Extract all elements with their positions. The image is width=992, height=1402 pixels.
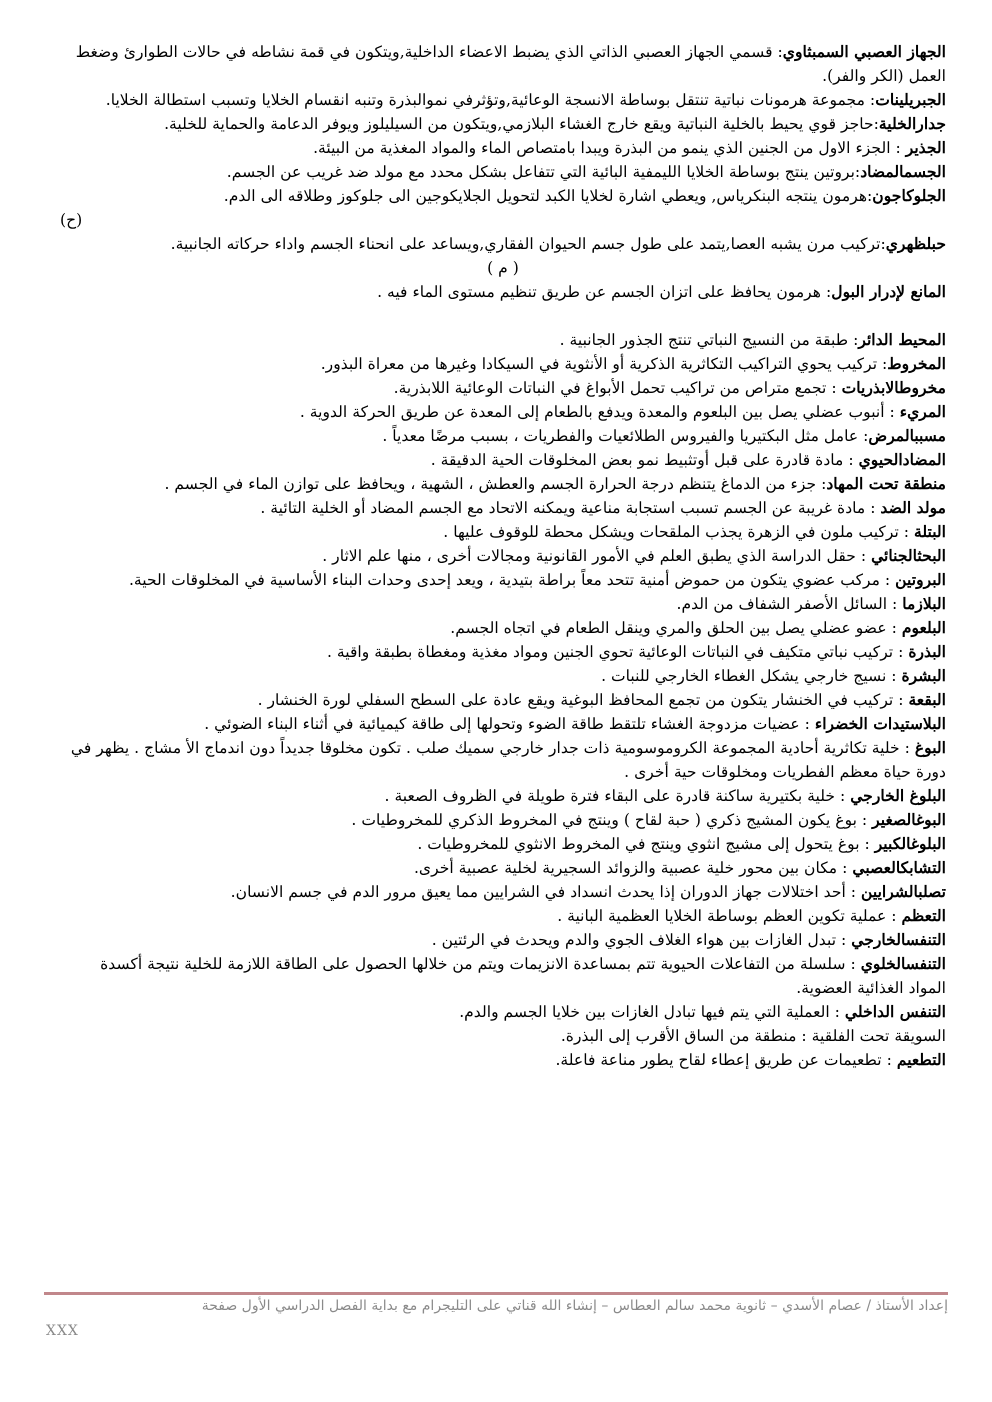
entry-term: البحثالجنائي [871, 546, 946, 565]
entry-term: مسببالمرض [868, 426, 946, 445]
entry-term: الجذير [905, 138, 946, 157]
entry-term: البلازما [902, 594, 946, 613]
definition-entry [60, 40, 946, 88]
entry-definition: : أنبوب عضلي يصل بين البلعوم والمعدة ويدفع بالطعام إلى المعدة عن طريق الحركة الدوية . [299, 403, 900, 421]
definition-entry [60, 1000, 946, 1024]
entry-term: البقعة [908, 690, 946, 709]
entries-group-mim-a [60, 280, 946, 304]
definition-entry [60, 784, 946, 808]
entry-term: البوغالصغير [872, 810, 946, 829]
entry-definition: :هرمون ينتجه البنكرياس, ويعطي اشارة لخلايا الكبد لتحويل الجلايكوجين الى جلوكوز وطلاقه الى الدم. [223, 187, 873, 205]
entry-definition: : عامل مثل البكتيريا والفيروس الطلائعيات والفطريات ، بسبب مرضًا معدياً . [382, 427, 869, 445]
entry-term: البروتين [895, 570, 946, 589]
definition-entry [60, 568, 946, 592]
entries-group-mim-b [60, 328, 946, 1072]
entry-definition: : بوغ يكون المشيج ذكري ( حبة لقاح ) وينتج في المخروط الذكري للمخروطيات . [351, 811, 873, 829]
definition-entry [60, 184, 946, 208]
entry-definition: : عضيات مزدوجة الغشاء تلتقط طاقة الضوء وتحولها إلى طاقة كيميائية في أثناء البناء الضوئي . [204, 715, 815, 733]
entry-term: حبلظهري [885, 234, 946, 253]
entry-term: مولد الضد [880, 498, 946, 517]
entry-term: المحيط الدائر [858, 330, 946, 349]
entry-term: منطقة تحت المهاد [826, 474, 946, 493]
entries-group-jim [60, 40, 946, 208]
document-body [60, 40, 946, 1072]
entry-term: البلوغ الخارجي [850, 786, 946, 805]
definition-entry [60, 592, 946, 616]
definition-entry [60, 952, 946, 1000]
entry-definition: : تركيب نباتي متكيف في النباتات الوعائية تحوي الجنين ومواد مغذية ومغطاة بطبقة واقية . [326, 643, 909, 661]
entry-term: المريء [899, 402, 946, 421]
entry-term: البلاستيدات الخضراء [814, 714, 946, 733]
entry-term: جدارالخلية [878, 114, 946, 133]
entry-term: المضادالحيوي [858, 450, 946, 469]
entry-definition: : العملية التي يتم فيها تبادل الغازات بين خلايا الجسم والدم. [459, 1003, 845, 1021]
definition-entry [60, 664, 946, 688]
definition-entry [60, 520, 946, 544]
entry-definition: :تركيب مرن يشبه العصا,يتمد على طول جسم الحيوان الفقاري,ويساعد على انحناء الجسم واداء حركاته الجانبية. [170, 235, 886, 253]
definition-entry [60, 712, 946, 736]
footer-divider [44, 1292, 948, 1295]
entry-definition: : تطعيمات عن طريق إعطاء لقاح يطور مناعة فاعلة. [555, 1051, 897, 1069]
entry-definition: :بروتين ينتج بوساطة الخلايا الليمفية البائية التي تتفاعل بشكل محدد مع مولد ضد غريب عن الجسم. [226, 163, 861, 181]
entry-definition: : تركيب في الخنشار يتكون من تجمع المحافظ البوغية ويقع عادة على السطح السفلي لورة الخنشار . [257, 691, 909, 709]
entry-term: البشرة [901, 666, 946, 685]
definition-entry [60, 160, 946, 184]
entry-definition: : قسمي الجهاز العصبي الذاتي الذي يضبط الاعضاء الداخلية,ويتكون في قمة نشاطه في حالات الطوارئ وضغط العمل (الكر والفر). [75, 43, 946, 85]
entry-definition: : تبدل الغازات بين هواء الغلاف الجوي والدم ويحدث في الرئتين . [431, 931, 852, 949]
entry-term: المخروط [887, 354, 946, 373]
entry-definition: : عملية تكوين العظم بوساطة الخلايا العظمية البانية . [557, 907, 902, 925]
entry-term: البوغ [914, 738, 946, 757]
entry-definition: : جزء من الدماغ يتنظم درجة الحرارة الجسم والعطش ، الشهية ، ويحافظ على توازن الماء في الجسم . [164, 475, 827, 493]
definition-entry [60, 280, 946, 304]
definition-entry [60, 1048, 946, 1072]
entry-definition: : عضو عضلي يصل بين الحلق والمري وينقل الطعام في اتجاه الجسم. [450, 619, 902, 637]
entry-definition: : مجموعة هرمونات نباتية تنتقل بوساطة الانسجة الوعائية,وتؤثرفي نموالبذرة وتنبه انقسام الخلايا وتسبب استطالة الخلايا. [105, 91, 876, 109]
definition-entry [60, 880, 946, 904]
definition-entry [60, 328, 946, 352]
definition-entry [60, 376, 946, 400]
entry-term: الجهاز العصبي السمبثاوي [782, 42, 946, 61]
definition-entry [60, 832, 946, 856]
entry-definition: : نسيج خارجي يشكل الغطاء الخارجي للنبات . [601, 667, 902, 685]
entry-definition: : الجزء الاول من الجنين الذي ينمو من البذرة ويبدا بامتصاص الماء والمواد المغذية من البيئة. [313, 139, 906, 157]
definition-entry [60, 400, 946, 424]
definition-entry [60, 640, 946, 664]
entry-term: المانع لإدرار البول [831, 282, 946, 301]
definition-entry [60, 136, 946, 160]
definition-entry [60, 352, 946, 376]
definition-entry [60, 472, 946, 496]
entry-term: البلوغالكبير [874, 834, 946, 853]
entry-definition: : بوغ يتحول إلى مشيج انثوي وينتج في المخروط الانثوي للمخروطيات . [417, 835, 875, 853]
entry-definition: : أحد اختلالات جهاز الدوران إذا يحدث انسداد في الشرايين مما يعيق مرور الدم في جسم الانسان. [230, 883, 861, 901]
page-number: XXX [46, 1323, 79, 1339]
entry-definition: : السائل الأصفر الشفاف من الدم. [676, 595, 903, 613]
entry-definition: : تركيب يحوي التراكيب التكاثرية الذكرية أو الأنثوية في السيكادا وغيرها من معراة البذور. [320, 355, 888, 373]
definition-entry [60, 688, 946, 712]
letter-heading-mim: ( م ) [487, 259, 519, 277]
spacer [60, 304, 946, 328]
entry-term: الجسمالمضاد [860, 162, 946, 181]
definition-entry [60, 808, 946, 832]
entry-term: الجلوكاجون [872, 186, 946, 205]
entry-term: مخروطالابذريات [841, 378, 946, 397]
definition-entry [60, 616, 946, 640]
definition-entry [60, 544, 946, 568]
definition-entry [60, 496, 946, 520]
definition-entry [60, 904, 946, 928]
definition-entry [60, 112, 946, 136]
definition-entry [60, 448, 946, 472]
definition-entry [60, 1024, 946, 1048]
entry-term: تصلبالشرايين [861, 882, 946, 901]
entry-term: البلعوم [901, 618, 946, 637]
entry-term: البذرة [908, 642, 946, 661]
definition-entry [60, 928, 946, 952]
letter-heading-ha: (ح) [60, 211, 83, 229]
entry-term: التعظم [901, 906, 946, 925]
definition-entry [60, 232, 946, 256]
entry-definition: : تجمع متراص من تراكيب تحمل الأبواغ في النباتات الوعائية اللابذرية. [393, 379, 842, 397]
entry-term: التطعيم [896, 1050, 946, 1069]
entry-definition: : مركب عضوي يتكون من حموض أمنية تتحد معاً براطة بتيدية ، ويعد إحدى وحدات البناء الأساسية في المخلوقات الحية. [128, 571, 896, 589]
entry-definition: : سلسلة من التفاعلات الحيوية تتم بمساعدة الانزيمات ويتم من خلالها الحصول على الطاقة اللازمة للخلية نتيجة أكسدة المواد الغذائية العضوية. [100, 955, 946, 997]
entry-definition: : حقل الدراسة الذي يطبق العلم في الأمور القانونية ومجالات أخرى ، منها علم الاثار . [322, 547, 872, 565]
entry-definition: : خلية تكاثرية أحادية المجموعة الكروموسومية ذات جدار خارجي سميك صلب . تكون مخلوقا جديداً دون اندماج الأ مشاج . يظهر في دورة حياة معظم الفطريات ومخلوقات حية أخرى . [70, 739, 946, 781]
entry-definition: السويقة تحت الفلقية : منطقة من الساق الأقرب إلى البذرة. [560, 1027, 946, 1045]
entry-definition: : طبقة من النسيج النباتي تنتج الجذور الجانبية . [559, 331, 859, 349]
entry-definition: : مكان بين محور خلية عصبية والزوائد السجيرية لخلية عصبية أخرى. [413, 859, 853, 877]
definition-entry [60, 88, 946, 112]
footer-credit: إعداد الأستاذ / عصام الأسدي – ثانوية محمد سالم العطاس – إنشاء الله قناتي على التليجرام مع بداية الفصل الدراسي الأول صفحة [201, 1298, 948, 1314]
entry-definition: :حاجز قوي يحيط بالخلية النباتية ويقع خارج الغشاء البلازمي,ويتكون من السيليلوز ويوفر الدعامة والحماية للخلية. [164, 115, 879, 133]
entry-definition: : مادة غريبة عن الجسم تسبب استجابة مناعية ويمكنه الاتحاد مع الجسم المضاد أو الخلية التائية . [260, 499, 881, 517]
entry-definition: : خلية بكتيرية ساكنة قادرة على البقاء فترة طويلة في الظروف الصعبة . [384, 787, 851, 805]
definition-entry [60, 736, 946, 784]
definition-entry [60, 424, 946, 448]
entry-term: التنفس الداخلي [844, 1002, 946, 1021]
entry-term: التشابكالعصبي [852, 858, 946, 877]
entry-definition: : هرمون يحافظ على اتزان الجسم عن طريق تنظيم مستوى الماء فيه . [377, 283, 832, 301]
entry-definition: : مادة قادرة على قبل أوتثبيط نمو بعض المخلوقات الحية الدقيقة . [430, 451, 859, 469]
entry-definition: : تركيب ملون في الزهرة يجذب الملقحات ويشكل محطة للوقوف عليها . [443, 523, 914, 541]
entry-term: التنفسالخلوي [860, 954, 946, 973]
entry-term: البتلة [913, 522, 946, 541]
entry-term: الجبريلينات [875, 90, 946, 109]
definition-entry [60, 856, 946, 880]
entry-term: التنفسالخارجي [851, 930, 946, 949]
